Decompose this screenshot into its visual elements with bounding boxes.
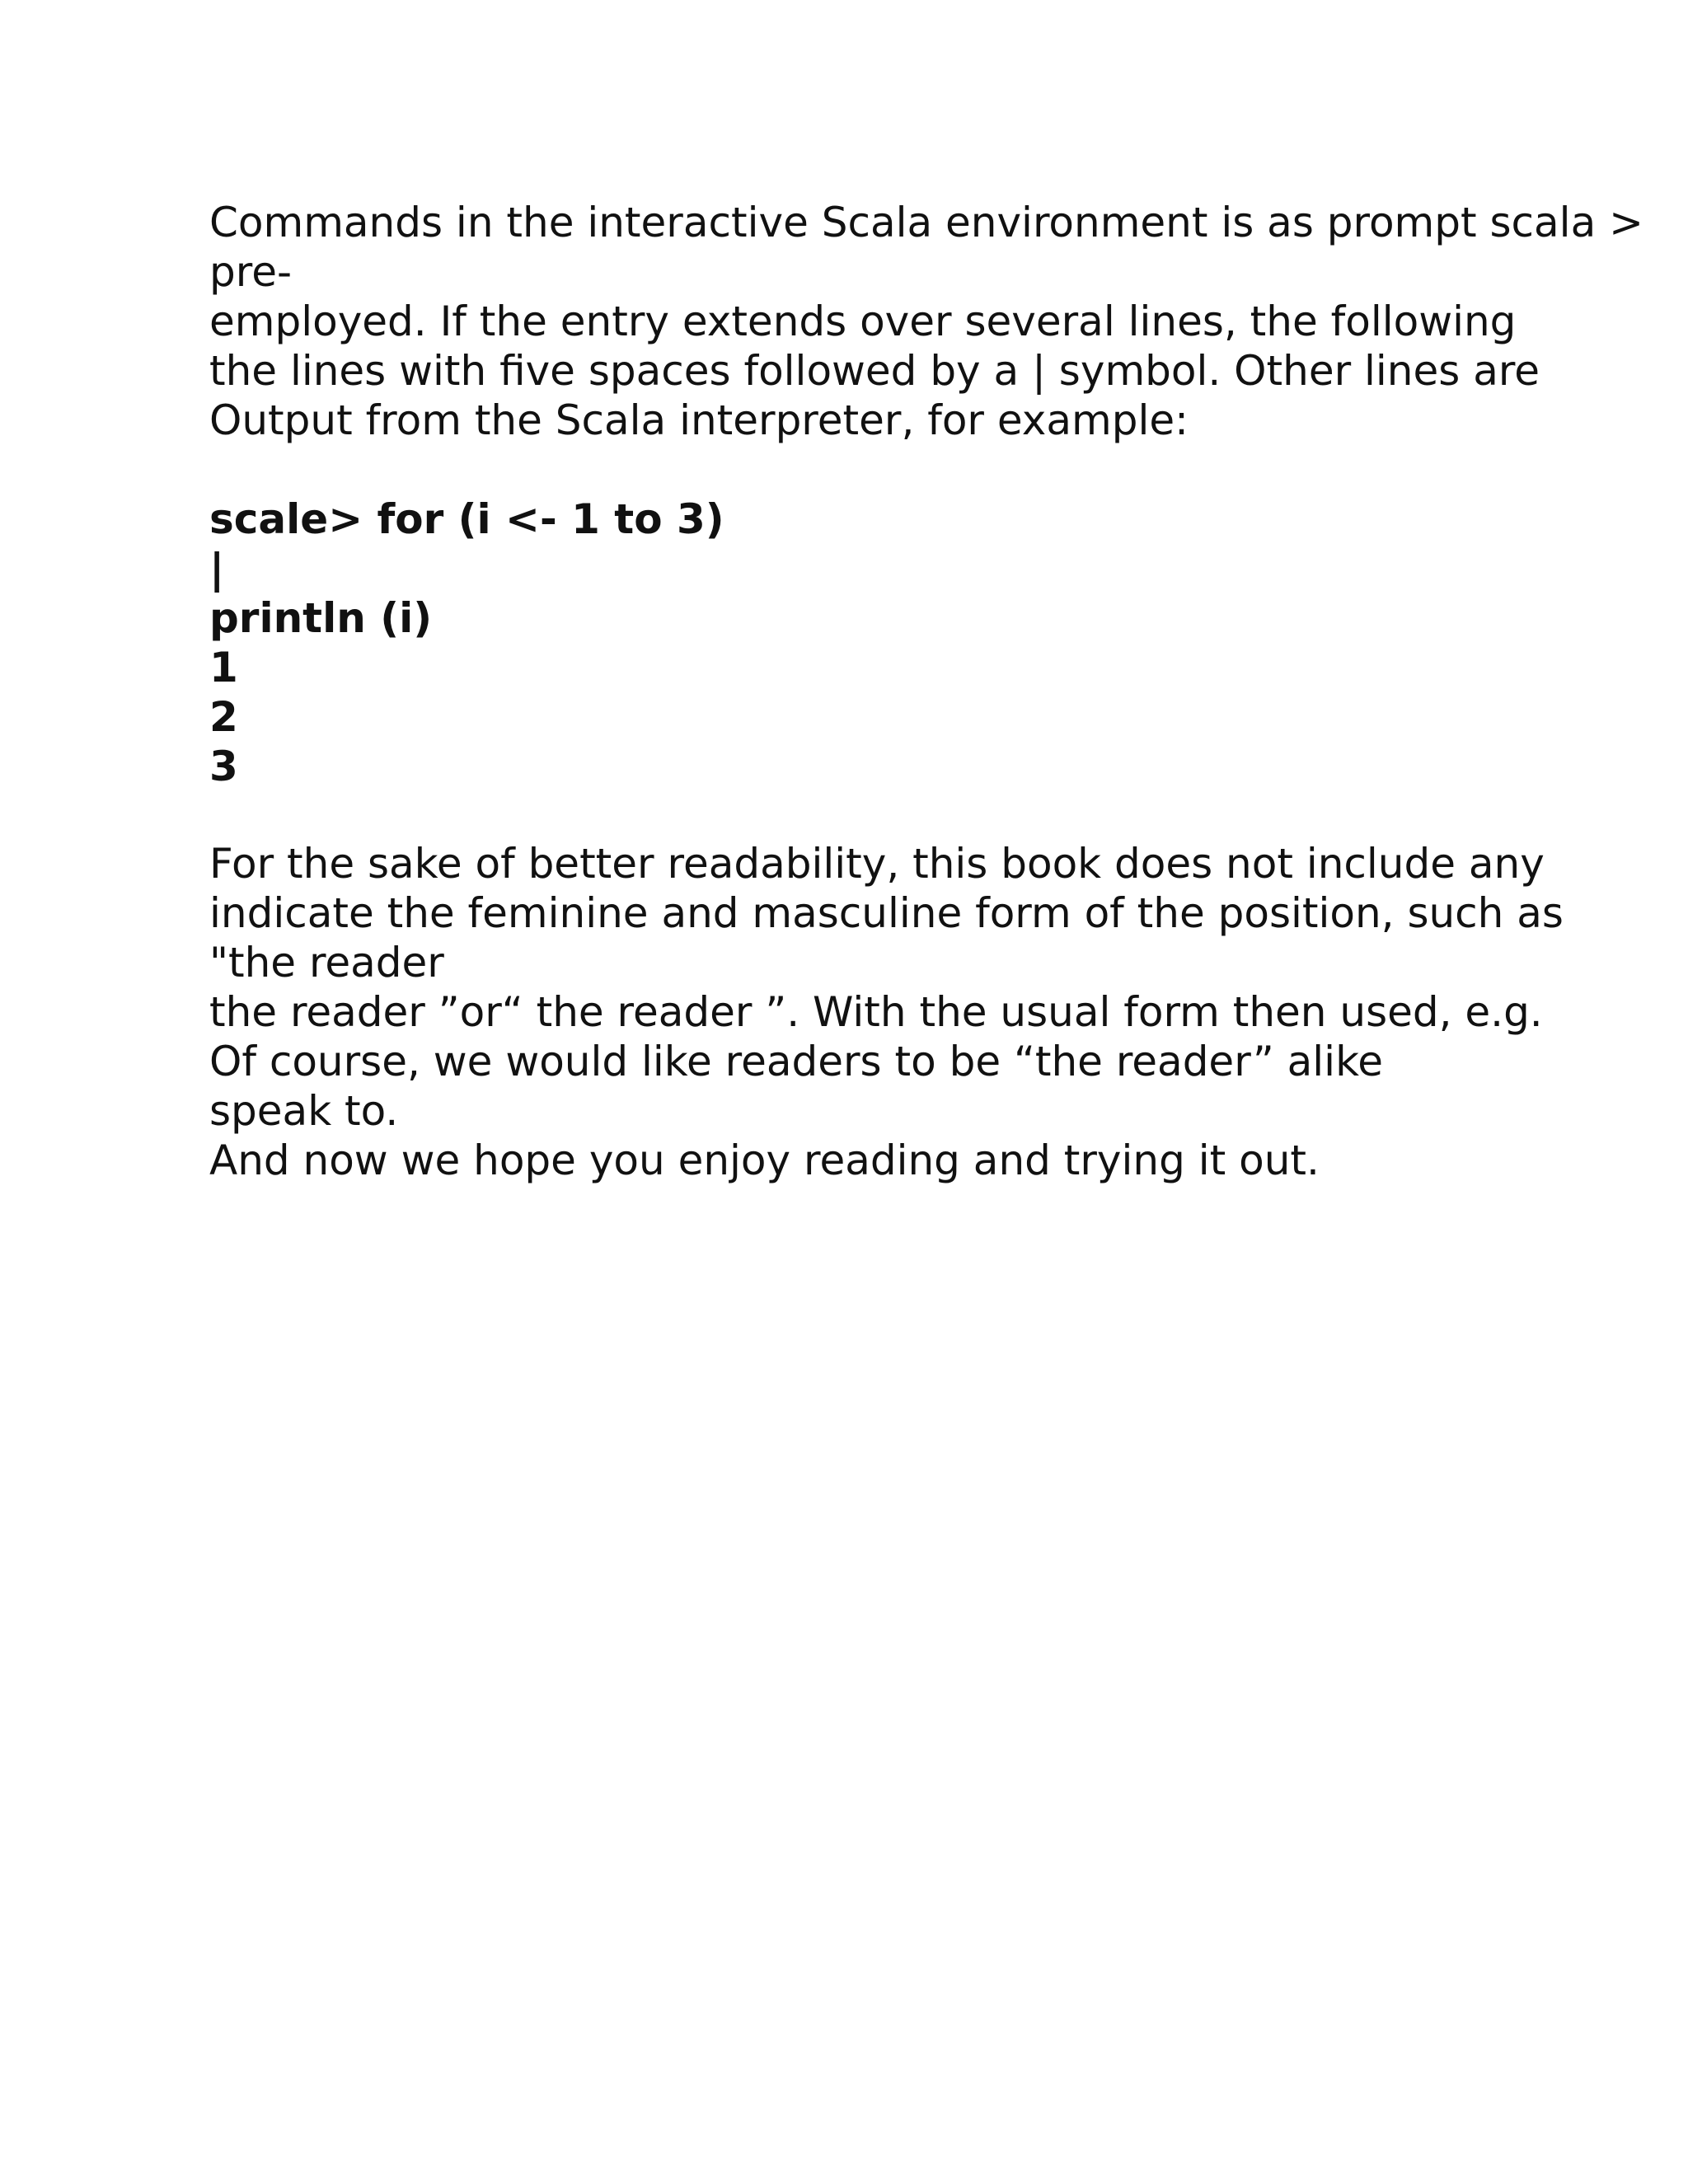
text-line: Of course, we would like readers to be “the reader” alike [209,1038,1383,1085]
code-line: | [209,545,225,593]
output-line: 2 [209,693,238,741]
text-line: For the sake of better readability, this book does not include any [209,840,1545,888]
code-line: scale> for (i <- 1 to 3) [209,495,724,543]
text-line: speak to. [209,1087,399,1135]
output-line: 3 [209,743,238,790]
text-line: Commands in the interactive Scala environment is as prompt scala > [209,199,1643,246]
text-line: employed. If the entry extends over several lines, the following [209,298,1517,345]
text-line: the lines with five spaces followed by a | symbol. Other lines are [209,347,1540,395]
text-line: the reader ”or“ the reader ”. With the usual form then used, e.g. [209,988,1543,1036]
intro-paragraph [209,198,1643,445]
text-line: Output from the Scala interpreter, for example: [209,396,1189,444]
code-example [209,494,1528,791]
text-line: indicate the feminine and masculine form of the position, such as [209,889,1564,937]
text-line: "the reader [209,939,444,987]
closing-paragraph [209,839,1564,1185]
output-line: 1 [209,644,238,691]
code-line: println (i) [209,594,433,642]
text-line: pre- [209,248,292,296]
text-line: And now we hope you enjoy reading and trying it out. [209,1137,1320,1184]
